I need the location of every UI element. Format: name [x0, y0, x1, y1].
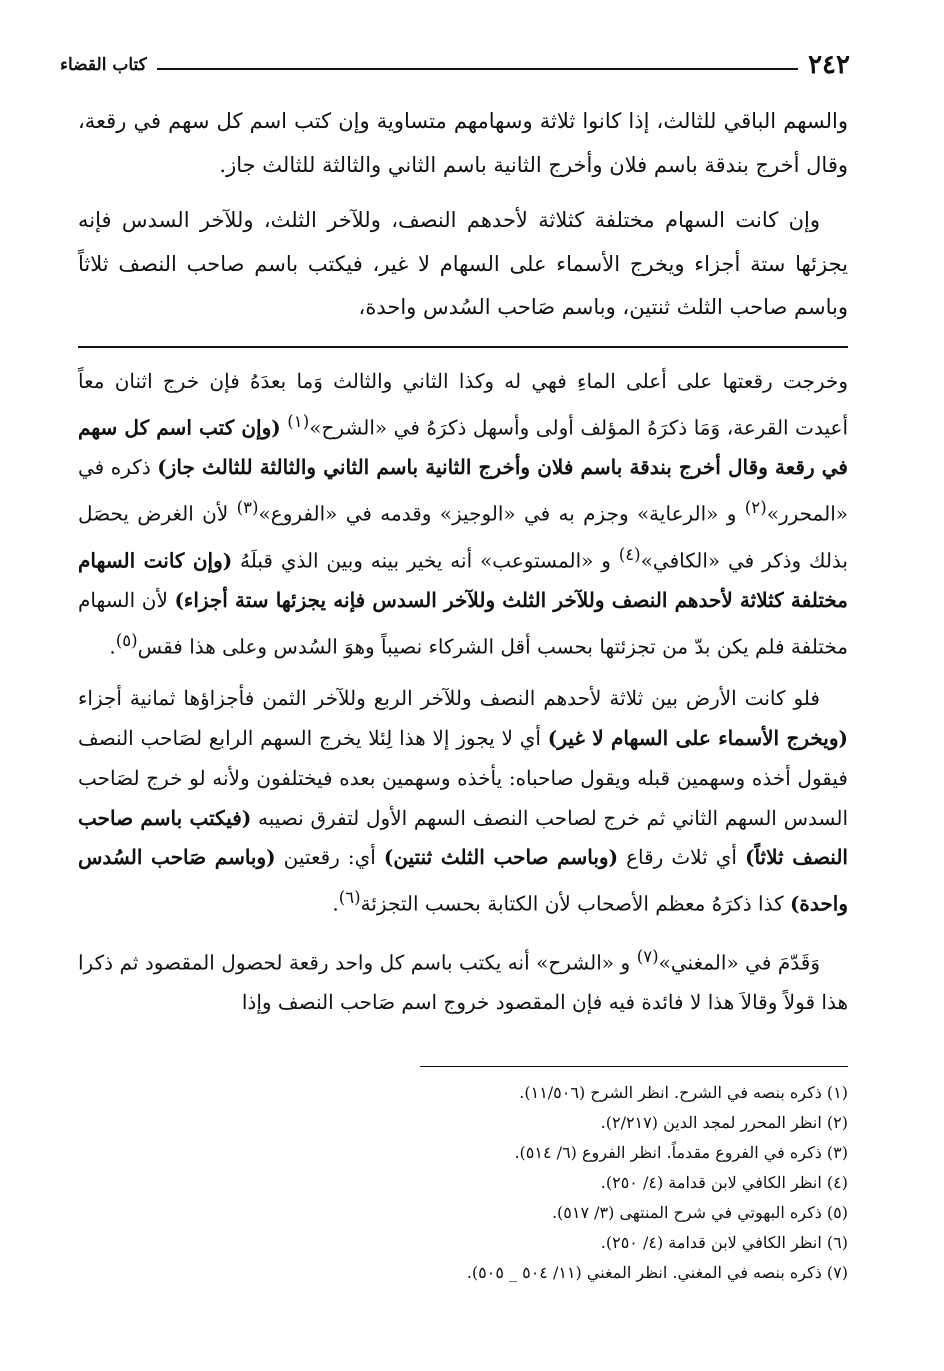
footnote: (١) ذكره بنصه في الشرح. انظر الشرح (١١/٥٠٦). — [519, 1083, 848, 1102]
footnote-ref: (٤) — [618, 544, 641, 564]
commentary-text: أي: رقعتين — [275, 845, 384, 870]
commentary-text: . — [109, 634, 116, 659]
quoted-text: (وباسم صَاحب السُدس واحدة) — [78, 845, 848, 916]
footnote: (٢) انظر المحرر لمجد الدين (٢/٢١٧). — [600, 1113, 848, 1132]
quoted-text: (وإن كتب اسم كل سهم في رقعة وقال أخرج بندقة باسم فلان وأخرج الثانية باسم الثاني والثالثة للثالث جاز) — [78, 415, 848, 480]
quoted-text: (ويخرج الأسماء على السهام لا غير) — [547, 726, 848, 750]
main-text-paragraph-1: والسهم الباقي للثالث، إذا كانوا ثلاثة وسهامهم متساوية وإن كتب اسم كل سهم في رقعة، وقال أخرج بندقة باسم فلان وأخرج الثانية باسم الثاني والثالثة للثالث جاز. — [78, 109, 848, 177]
commentary-text: ذكره في «المحرر» — [78, 455, 848, 526]
commentary-paragraph-3 — [78, 937, 848, 1023]
commentary-paragraph-1 — [78, 362, 848, 667]
main-text-paragraph-2: وإن كانت السهام مختلفة كثلاثة لأحدهم النصف، وللآخر الثلث، وللآخر السدس فإنه يجزئها ستة أجزاء ويخرج الأسماء على السهام لا غير، فيكتب باسم صاحب النصف ثلاثاً وباسم صاحب الثلث ثنتين، وباسم صَاحب السُدس واحدة، — [78, 208, 848, 319]
quoted-text: (وإن كانت السهام مختلفة كثلاثة لأحدهم النصف وللآخر الثلث وللآخر السدس فإنه يجزئها ستة أجزاء) — [78, 548, 849, 612]
commentary-text: لأن السهام مختلفة فلم يكن بدّ من تجزئتها بحسب أقل الشركاء نصيباً وهوَ السُدس وعلى هذا فقس — [78, 587, 848, 659]
quoted-text: (وباسم صاحب الثلث ثنتين) — [383, 845, 619, 870]
quoted-text: (فيكتب باسم صاحب النصف ثلاثاً) — [78, 805, 848, 870]
commentary-text: و «المستوعب» أنه يخير بينه وبين الذي قبلَهُ — [232, 548, 619, 573]
main-text — [78, 100, 848, 330]
footnote: (٣) ذكره في الفروع مقدماً. انظر الفروع (٦/ ٥١٤). — [514, 1143, 848, 1162]
footnotes — [288, 1078, 848, 1288]
footnote-ref: (٥) — [115, 630, 138, 650]
page-header — [60, 40, 850, 80]
commentary-text: و «الرعاية» وجزم به في «الوجيز» وقدمه في «الفروع» — [258, 501, 745, 526]
page-number: ٢٤٢ — [808, 50, 850, 80]
header-rule — [157, 68, 798, 70]
footnote-ref: (٧) — [636, 946, 659, 966]
footnote-divider — [420, 1066, 848, 1067]
commentary-text: أي لا يجوز إلا هذا لِئلا يخرج السهم الرابع لصَاحب النصف فيقول أخذه وسهمين قبله ويقول صاحباه: يأخذه وسهمين بعده فيختلفون ولأنه لو خرج لصَاحب السدس السهم الثاني ثم خرج لصاحب النصف السهم الأول لتفرق نصيبه — [78, 726, 848, 830]
footnote: (٧) ذكره بنصه في المغني. انظر المغني (١١/ ٥٠٤ _ ٥٠٥). — [466, 1263, 848, 1282]
commentary-paragraph-2 — [78, 679, 848, 924]
commentary-text: و «الشرح» أنه يكتب باسم كل واحد رقعة لحصول المقصود ثم ذكرا هذا قولاً وقالاَ هذا لا فائدة فيه فإن المقصود خروج اسم صَاحب النصف وإذا — [78, 950, 848, 1015]
commentary-text: لأن الغرض يحصَل بذلك وذكر في «الكافي» — [78, 501, 848, 573]
footnote-ref: (٣) — [236, 498, 259, 518]
commentary-text: وخرجت رقعتها على أعلى الماءِ فهي له وكذا الثاني والثالث وَما بعدَهُ فإن خرج اثنان معاً أعيدت القرعة، وَمَا ذكرَهُ المؤلف أولى وأسهل ذكرَهُ في «الشرح» — [78, 369, 849, 440]
commentary-text: كذا ذكرَهُ معظم الأصحاب لأن الكتابة بحسب التجزئة — [360, 891, 790, 916]
footnote-ref: (١) — [287, 411, 310, 431]
commentary-text: أي ثلاث رقاع — [618, 845, 745, 870]
text-divider — [78, 346, 848, 348]
footnote: (٥) ذكره البهوتي في شرح المنتهى (٣/ ٥١٧). — [551, 1203, 848, 1222]
footnote-ref: (٦) — [338, 888, 361, 908]
footnote: (٦) انظر الكافي لابن قدامة (٤/ ٢٥٠). — [600, 1233, 848, 1252]
commentary-text: فلو كانت الأرض بين ثلاثة لأحدهم النصف وللآخر الربع وللآخر الثمن فأجزاؤها ثمانية أجزاء — [78, 686, 820, 711]
commentary-text: وَقَدّمَ في «المغني» — [658, 950, 820, 975]
commentary-text: . — [332, 891, 339, 916]
book-title: كتاب القضاء — [60, 55, 147, 75]
footnote-ref: (٢) — [744, 498, 767, 518]
commentary — [78, 362, 848, 1023]
footnote: (٤) انظر الكافي لابن قدامة (٤/ ٢٥٠). — [600, 1173, 848, 1192]
